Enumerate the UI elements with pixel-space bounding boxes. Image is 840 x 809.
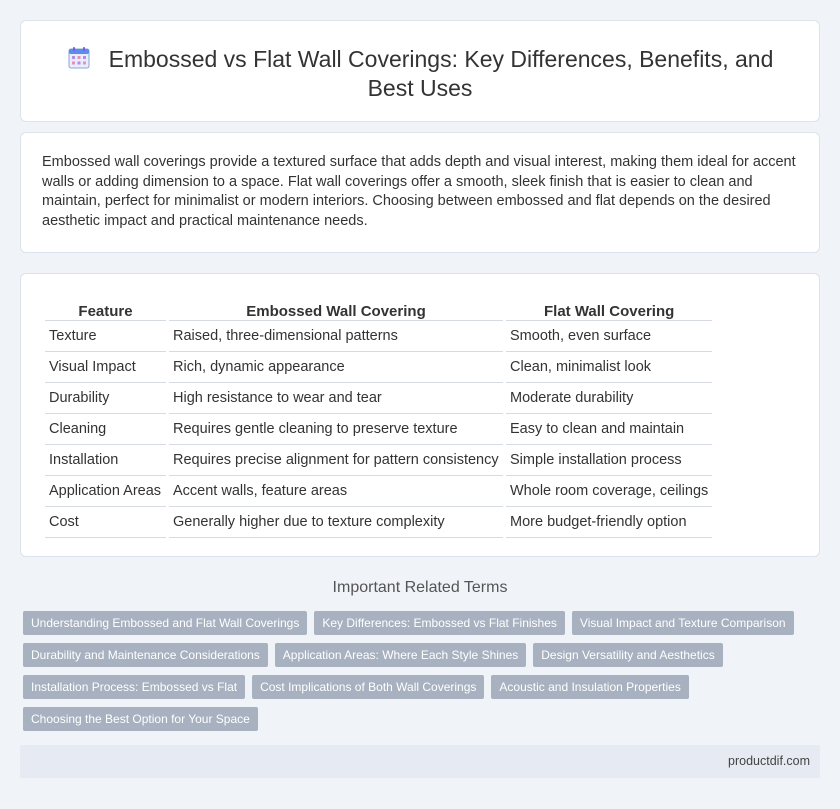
related-tag[interactable]: Visual Impact and Texture Comparison bbox=[572, 611, 794, 635]
embossed-cell: Requires gentle cleaning to preserve texture bbox=[169, 414, 503, 445]
header-flat: Flat Wall Covering bbox=[506, 296, 712, 321]
feature-cell: Cost bbox=[45, 507, 166, 538]
embossed-cell: Rich, dynamic appearance bbox=[169, 352, 503, 383]
footer-site-link[interactable]: productdif.com bbox=[728, 754, 810, 768]
table-row bbox=[45, 445, 712, 476]
embossed-cell: Requires precise alignment for pattern consistency bbox=[169, 445, 503, 476]
related-tag[interactable]: Choosing the Best Option for Your Space bbox=[23, 707, 258, 731]
flat-cell: Easy to clean and maintain bbox=[506, 414, 712, 445]
related-tag[interactable]: Cost Implications of Both Wall Coverings bbox=[252, 675, 484, 699]
calendar-grid-icon bbox=[67, 46, 91, 70]
feature-cell: Installation bbox=[45, 445, 166, 476]
related-tag[interactable]: Installation Process: Embossed vs Flat bbox=[23, 675, 245, 699]
header-card bbox=[20, 20, 820, 122]
related-tag[interactable]: Application Areas: Where Each Style Shines bbox=[275, 643, 526, 667]
feature-cell: Texture bbox=[45, 321, 166, 352]
flat-cell: Simple installation process bbox=[506, 445, 712, 476]
intro-card bbox=[20, 132, 820, 253]
header-embossed: Embossed Wall Covering bbox=[169, 296, 503, 321]
embossed-cell: Accent walls, feature areas bbox=[169, 476, 503, 507]
flat-cell: More budget-friendly option bbox=[506, 507, 712, 538]
comparison-table bbox=[42, 296, 715, 538]
related-tags bbox=[23, 611, 803, 731]
table-row bbox=[45, 414, 712, 445]
related-tag[interactable]: Key Differences: Embossed vs Flat Finishes bbox=[314, 611, 565, 635]
footer bbox=[20, 745, 820, 778]
feature-cell: Durability bbox=[45, 383, 166, 414]
comparison-card bbox=[20, 273, 820, 557]
table-row bbox=[45, 507, 712, 538]
feature-cell: Cleaning bbox=[45, 414, 166, 445]
flat-cell: Whole room coverage, ceilings bbox=[506, 476, 712, 507]
embossed-cell: Generally higher due to texture complexity bbox=[169, 507, 503, 538]
table-row bbox=[45, 321, 712, 352]
table-row bbox=[45, 476, 712, 507]
intro-paragraph: Embossed wall coverings provide a textured surface that adds depth and visual interest, making them ideal for accent walls or adding dimension to a space. Flat wall coverings offer a smooth, sleek finish that is easier to clean and maintain, perfect for minimalist or modern interiors. Choosing between embossed and flat depends on the desired aesthetic impact and practical maintenance needs. bbox=[42, 154, 796, 229]
feature-cell: Application Areas bbox=[45, 476, 166, 507]
related-tag[interactable]: Durability and Maintenance Considerations bbox=[23, 643, 268, 667]
title-wrap bbox=[21, 45, 819, 103]
flat-cell: Smooth, even surface bbox=[506, 321, 712, 352]
embossed-cell: High resistance to wear and tear bbox=[169, 383, 503, 414]
page-title: Embossed vs Flat Wall Coverings: Key Differences, Benefits, and Best Uses bbox=[108, 46, 774, 101]
related-tag[interactable]: Acoustic and Insulation Properties bbox=[491, 675, 688, 699]
flat-cell: Moderate durability bbox=[506, 383, 712, 414]
feature-cell: Visual Impact bbox=[45, 352, 166, 383]
flat-cell: Clean, minimalist look bbox=[506, 352, 712, 383]
related-tag[interactable]: Design Versatility and Aesthetics bbox=[533, 643, 722, 667]
table-row bbox=[45, 352, 712, 383]
embossed-cell: Raised, three-dimensional patterns bbox=[169, 321, 503, 352]
related-terms-heading: Important Related Terms bbox=[332, 579, 508, 596]
table-header-row bbox=[45, 296, 712, 321]
related-tag[interactable]: Understanding Embossed and Flat Wall Coverings bbox=[23, 611, 307, 635]
table-row bbox=[45, 383, 712, 414]
header-feature: Feature bbox=[45, 296, 166, 321]
